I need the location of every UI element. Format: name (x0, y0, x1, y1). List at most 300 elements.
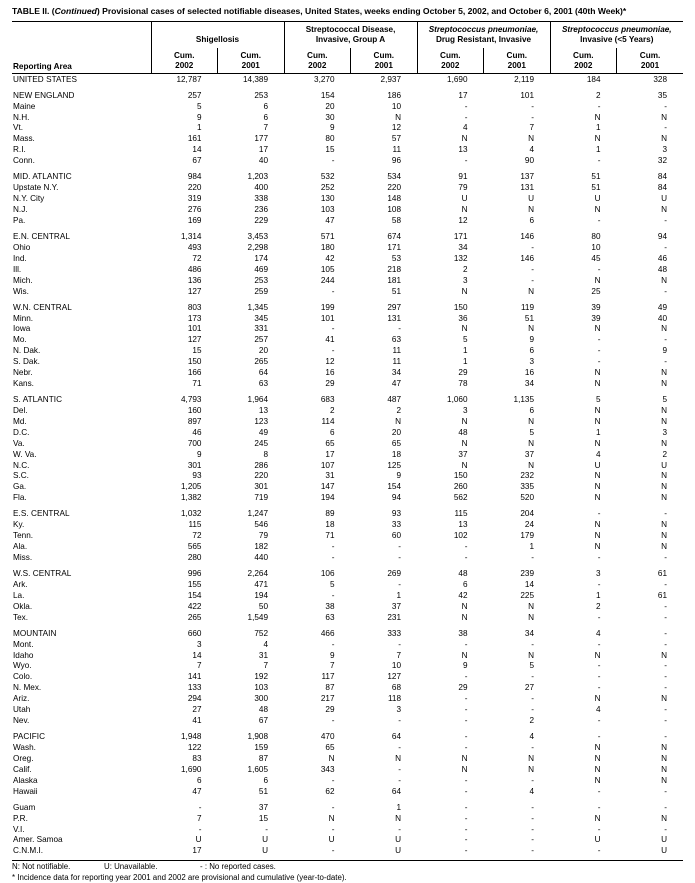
value-cell: - (284, 553, 351, 564)
value-cell: 150 (417, 471, 484, 482)
value-cell: N (484, 754, 551, 765)
value-cell: 27 (151, 705, 218, 716)
value-cell: 15 (284, 145, 351, 156)
value-cell: N (484, 205, 551, 216)
table-row (12, 183, 683, 194)
reporting-area-cell: Maine (12, 101, 151, 112)
value-cell: 4 (417, 123, 484, 134)
value-cell: - (550, 802, 617, 813)
value-cell: 159 (218, 743, 285, 754)
table-row (12, 123, 683, 134)
value-cell: N (417, 650, 484, 661)
value-cell: N (617, 743, 684, 754)
value-cell: 62 (284, 786, 351, 797)
table-row (12, 91, 683, 102)
reporting-area-cell: Ind. (12, 254, 151, 265)
value-cell: 40 (617, 313, 684, 324)
header-group-shigellosis (151, 21, 284, 47)
value-cell: N (617, 275, 684, 286)
value-cell: 7 (218, 123, 285, 134)
value-cell: 3,453 (218, 232, 285, 243)
value-cell: 48 (417, 569, 484, 580)
value-cell: N (550, 775, 617, 786)
value-cell: - (284, 716, 351, 727)
value-cell: 1,964 (218, 395, 285, 406)
value-cell: 239 (484, 569, 551, 580)
value-cell: - (550, 824, 617, 835)
value-cell: - (550, 335, 617, 346)
value-cell: - (484, 275, 551, 286)
value-cell: 6 (484, 216, 551, 227)
value-cell: N (617, 531, 684, 542)
value-cell: 244 (284, 275, 351, 286)
table-row (12, 395, 683, 406)
value-cell: 1 (550, 591, 617, 602)
value-cell: 14 (484, 580, 551, 591)
value-cell: 14 (151, 145, 218, 156)
value-cell: - (550, 639, 617, 650)
value-cell: 20 (218, 346, 285, 357)
value-cell: 40 (218, 156, 285, 167)
value-cell: N (550, 379, 617, 390)
value-cell: U (617, 846, 684, 857)
value-cell: 683 (284, 395, 351, 406)
header-col-2 (284, 48, 351, 74)
value-cell: 218 (351, 264, 418, 275)
value-cell: N (484, 650, 551, 661)
value-cell: N (417, 754, 484, 765)
reporting-area-cell: UNITED STATES (12, 74, 151, 85)
value-cell: N (550, 324, 617, 335)
value-cell: 469 (218, 264, 285, 275)
value-cell: - (417, 743, 484, 754)
value-cell: N (617, 813, 684, 824)
reporting-area-cell: Mont. (12, 639, 151, 650)
table-row (12, 482, 683, 493)
reporting-area-cell: Ala. (12, 542, 151, 553)
value-cell: 48 (417, 428, 484, 439)
value-cell: 48 (617, 264, 684, 275)
value-cell: 108 (351, 205, 418, 216)
value-cell: 301 (218, 482, 285, 493)
value-cell: 301 (151, 460, 218, 471)
value-cell: 180 (284, 243, 351, 254)
table-row (12, 705, 683, 716)
value-cell: 41 (151, 716, 218, 727)
value-cell: - (484, 243, 551, 254)
value-cell: 15 (151, 346, 218, 357)
value-cell: U (284, 835, 351, 846)
value-cell: - (484, 705, 551, 716)
reporting-area-cell: P.R. (12, 813, 151, 824)
value-cell: - (617, 612, 684, 623)
value-cell: 58 (351, 216, 418, 227)
reporting-area-cell: S.C. (12, 471, 151, 482)
value-cell: N (617, 765, 684, 776)
value-cell: 103 (218, 683, 285, 694)
reporting-area-cell: Wyo. (12, 661, 151, 672)
value-cell: 53 (351, 254, 418, 265)
value-cell: 338 (218, 194, 285, 205)
value-cell: - (417, 156, 484, 167)
value-cell: 2,937 (351, 74, 418, 85)
value-cell: 102 (417, 531, 484, 542)
value-cell: 39 (550, 313, 617, 324)
value-cell: - (617, 683, 684, 694)
value-cell: 24 (484, 520, 551, 531)
group-line2: Shigellosis (196, 35, 239, 44)
value-cell: 13 (218, 406, 285, 417)
sub-line2: 2002 (574, 61, 592, 70)
reporting-area-cell: C.N.M.I. (12, 846, 151, 857)
value-cell: - (550, 580, 617, 591)
value-cell: 171 (417, 232, 484, 243)
value-cell: 155 (151, 580, 218, 591)
value-cell: 29 (284, 705, 351, 716)
value-cell: 3 (550, 569, 617, 580)
value-cell: - (284, 824, 351, 835)
value-cell: - (617, 509, 684, 520)
value-cell: 17 (417, 91, 484, 102)
value-cell: 46 (617, 254, 684, 265)
value-cell: - (351, 639, 418, 650)
value-cell: 520 (484, 493, 551, 504)
value-cell: N (550, 765, 617, 776)
value-cell: N (417, 134, 484, 145)
value-cell: 161 (151, 134, 218, 145)
value-cell: - (417, 775, 484, 786)
value-cell: 17 (284, 449, 351, 460)
value-cell: - (417, 553, 484, 564)
value-cell: - (417, 802, 484, 813)
value-cell: 331 (218, 324, 285, 335)
value-cell: 5 (484, 661, 551, 672)
group-line1: Streptococcal Disease, (306, 25, 396, 34)
value-cell: - (284, 542, 351, 553)
value-cell: - (550, 156, 617, 167)
value-cell: - (417, 786, 484, 797)
header-area-spacer (12, 21, 151, 47)
value-cell: N (550, 482, 617, 493)
value-cell: - (617, 580, 684, 591)
value-cell: 154 (351, 482, 418, 493)
value-cell: N (550, 754, 617, 765)
table-row (12, 612, 683, 623)
value-cell: 3 (417, 275, 484, 286)
reporting-area-cell: N. Dak. (12, 346, 151, 357)
reporting-area-cell: Wash. (12, 743, 151, 754)
value-cell: - (550, 264, 617, 275)
value-cell: 17 (151, 846, 218, 857)
value-cell: 11 (351, 357, 418, 368)
value-cell: 146 (484, 232, 551, 243)
reporting-area-cell: NEW ENGLAND (12, 91, 151, 102)
value-cell: 49 (218, 428, 285, 439)
value-cell: N (617, 694, 684, 705)
reporting-area-cell: Ky. (12, 520, 151, 531)
table-row (12, 824, 683, 835)
value-cell: - (617, 824, 684, 835)
value-cell: 30 (284, 112, 351, 123)
value-cell: 31 (284, 471, 351, 482)
value-cell: 115 (151, 520, 218, 531)
value-cell: - (550, 732, 617, 743)
table-row (12, 661, 683, 672)
value-cell: - (550, 683, 617, 694)
value-cell: 3 (484, 357, 551, 368)
value-cell: 60 (351, 531, 418, 542)
header-col-7 (617, 48, 684, 74)
value-cell: - (617, 732, 684, 743)
value-cell: U (617, 194, 684, 205)
value-cell: 1 (417, 346, 484, 357)
value-cell: 286 (218, 460, 285, 471)
value-cell: 9 (351, 471, 418, 482)
value-cell: U (550, 460, 617, 471)
footnote-key-n: N: Not notifiable. (12, 862, 104, 873)
sub-line1: Cum. (440, 51, 460, 60)
value-cell: - (617, 716, 684, 727)
value-cell: 9 (617, 346, 684, 357)
group-line2: Invasive, Group A (316, 35, 385, 44)
value-cell: 93 (351, 509, 418, 520)
value-cell: - (417, 716, 484, 727)
value-cell: 169 (151, 216, 218, 227)
value-cell: - (550, 786, 617, 797)
value-cell: 1,605 (218, 765, 285, 776)
footnote-key-u: U: Unavailable. (104, 862, 200, 873)
value-cell: - (617, 553, 684, 564)
table-row (12, 580, 683, 591)
reporting-area-cell: Utah (12, 705, 151, 716)
value-cell: 186 (351, 91, 418, 102)
value-cell: 87 (218, 754, 285, 765)
value-cell: 67 (151, 156, 218, 167)
value-cell: 10 (351, 101, 418, 112)
value-cell: 192 (218, 672, 285, 683)
value-cell: 42 (417, 591, 484, 602)
value-cell: 72 (151, 254, 218, 265)
value-cell: 51 (484, 313, 551, 324)
value-cell: 265 (151, 612, 218, 623)
value-cell: N (351, 417, 418, 428)
value-cell: - (351, 580, 418, 591)
value-cell: - (284, 346, 351, 357)
value-cell: - (417, 732, 484, 743)
value-cell: 67 (218, 716, 285, 727)
value-cell: N (550, 471, 617, 482)
value-cell: - (417, 694, 484, 705)
value-cell: - (617, 672, 684, 683)
value-cell: U (351, 835, 418, 846)
table-row (12, 754, 683, 765)
table-row (12, 134, 683, 145)
value-cell: U (218, 835, 285, 846)
notifiable-diseases-table (12, 21, 683, 857)
value-cell: 232 (484, 471, 551, 482)
reporting-area-cell: E.N. CENTRAL (12, 232, 151, 243)
value-cell: - (351, 324, 418, 335)
value-cell: 34 (484, 629, 551, 640)
value-cell: 1,247 (218, 509, 285, 520)
value-cell: 184 (550, 74, 617, 85)
reporting-area-cell: Hawaii (12, 786, 151, 797)
reporting-area-cell: Idaho (12, 650, 151, 661)
table-row (12, 602, 683, 613)
value-cell: 1,908 (218, 732, 285, 743)
sub-line1: Cum. (307, 51, 327, 60)
value-cell: - (617, 216, 684, 227)
table-header (12, 21, 683, 74)
value-cell: 1,382 (151, 493, 218, 504)
value-cell: N (417, 460, 484, 471)
table-row (12, 145, 683, 156)
value-cell: 37 (417, 449, 484, 460)
value-cell: 9 (284, 650, 351, 661)
value-cell: 294 (151, 694, 218, 705)
reporting-area-cell: Colo. (12, 672, 151, 683)
value-cell: N (617, 134, 684, 145)
value-cell: 1,690 (417, 74, 484, 85)
value-cell: 996 (151, 569, 218, 580)
value-cell: - (351, 542, 418, 553)
table-row (12, 835, 683, 846)
value-cell: 3 (617, 145, 684, 156)
value-cell: N (617, 471, 684, 482)
header-col-0 (151, 48, 218, 74)
value-cell: 14 (151, 650, 218, 661)
value-cell: - (284, 156, 351, 167)
table-row (12, 286, 683, 297)
value-cell: 253 (218, 275, 285, 286)
value-cell: 1,345 (218, 302, 285, 313)
table-row (12, 112, 683, 123)
reporting-area-cell: Alaska (12, 775, 151, 786)
value-cell: 9 (151, 449, 218, 460)
value-cell: - (284, 775, 351, 786)
table-row (12, 846, 683, 857)
value-cell: - (550, 612, 617, 623)
value-cell: 51 (550, 183, 617, 194)
value-cell: 148 (351, 194, 418, 205)
table-row (12, 542, 683, 553)
value-cell: 343 (284, 765, 351, 776)
value-cell: 94 (351, 493, 418, 504)
sub-line1: Cum. (374, 51, 394, 60)
value-cell: 204 (484, 509, 551, 520)
value-cell: 217 (284, 694, 351, 705)
value-cell: - (351, 716, 418, 727)
value-cell: 72 (151, 531, 218, 542)
value-cell: 47 (284, 216, 351, 227)
value-cell: - (484, 824, 551, 835)
value-cell: N (617, 406, 684, 417)
reporting-area-cell: Ohio (12, 243, 151, 254)
value-cell: - (550, 672, 617, 683)
value-cell: - (284, 324, 351, 335)
value-cell: 41 (284, 335, 351, 346)
value-cell: 63 (351, 335, 418, 346)
value-cell: 14,389 (218, 74, 285, 85)
value-cell: - (484, 775, 551, 786)
value-cell: 546 (218, 520, 285, 531)
value-cell: U (417, 194, 484, 205)
table-row (12, 335, 683, 346)
table-row (12, 194, 683, 205)
table-row (12, 732, 683, 743)
value-cell: 115 (417, 509, 484, 520)
value-cell: 13 (417, 520, 484, 531)
value-cell: N (617, 542, 684, 553)
value-cell: 122 (151, 743, 218, 754)
reporting-area-cell: S. ATLANTIC (12, 395, 151, 406)
reporting-area-cell: PACIFIC (12, 732, 151, 743)
reporting-area-cell: N. Mex. (12, 683, 151, 694)
value-cell: N (284, 813, 351, 824)
value-cell: 1 (550, 428, 617, 439)
value-cell: 127 (351, 672, 418, 683)
value-cell: - (550, 716, 617, 727)
value-cell: 131 (351, 313, 418, 324)
value-cell: 36 (417, 313, 484, 324)
value-cell: 25 (550, 286, 617, 297)
reporting-area-cell: Amer. Samoa (12, 835, 151, 846)
value-cell: 276 (151, 205, 218, 216)
value-cell: 229 (218, 216, 285, 227)
reporting-area-cell: Oreg. (12, 754, 151, 765)
value-cell: N (550, 112, 617, 123)
value-cell: 1 (151, 123, 218, 134)
value-cell: 752 (218, 629, 285, 640)
table-row (12, 172, 683, 183)
value-cell: 42 (284, 254, 351, 265)
value-cell: N (417, 286, 484, 297)
value-cell: 49 (617, 302, 684, 313)
value-cell: 68 (351, 683, 418, 694)
reporting-area-cell: Va. (12, 438, 151, 449)
reporting-area-cell: La. (12, 591, 151, 602)
value-cell: 12 (284, 357, 351, 368)
value-cell: 6 (484, 406, 551, 417)
value-cell: - (550, 846, 617, 857)
value-cell: 51 (351, 286, 418, 297)
value-cell: 48 (218, 705, 285, 716)
value-cell: N (417, 765, 484, 776)
value-cell: 269 (351, 569, 418, 580)
sub-line2: 2001 (375, 61, 393, 70)
value-cell: 333 (351, 629, 418, 640)
group-line2: Drug Resistant, Invasive (436, 35, 531, 44)
value-cell: 177 (218, 134, 285, 145)
value-cell: - (484, 694, 551, 705)
value-cell: N (617, 520, 684, 531)
value-cell: 471 (218, 580, 285, 591)
value-cell: - (617, 802, 684, 813)
table-row (12, 683, 683, 694)
value-cell: 10 (550, 243, 617, 254)
value-cell: - (484, 813, 551, 824)
value-cell: 2 (484, 716, 551, 727)
value-cell: - (484, 835, 551, 846)
table-row (12, 650, 683, 661)
value-cell: N (617, 324, 684, 335)
value-cell: - (417, 813, 484, 824)
reporting-area-cell: E.S. CENTRAL (12, 509, 151, 520)
value-cell: 565 (151, 542, 218, 553)
value-cell: 34 (351, 368, 418, 379)
value-cell: 440 (218, 553, 285, 564)
value-cell: N (351, 754, 418, 765)
